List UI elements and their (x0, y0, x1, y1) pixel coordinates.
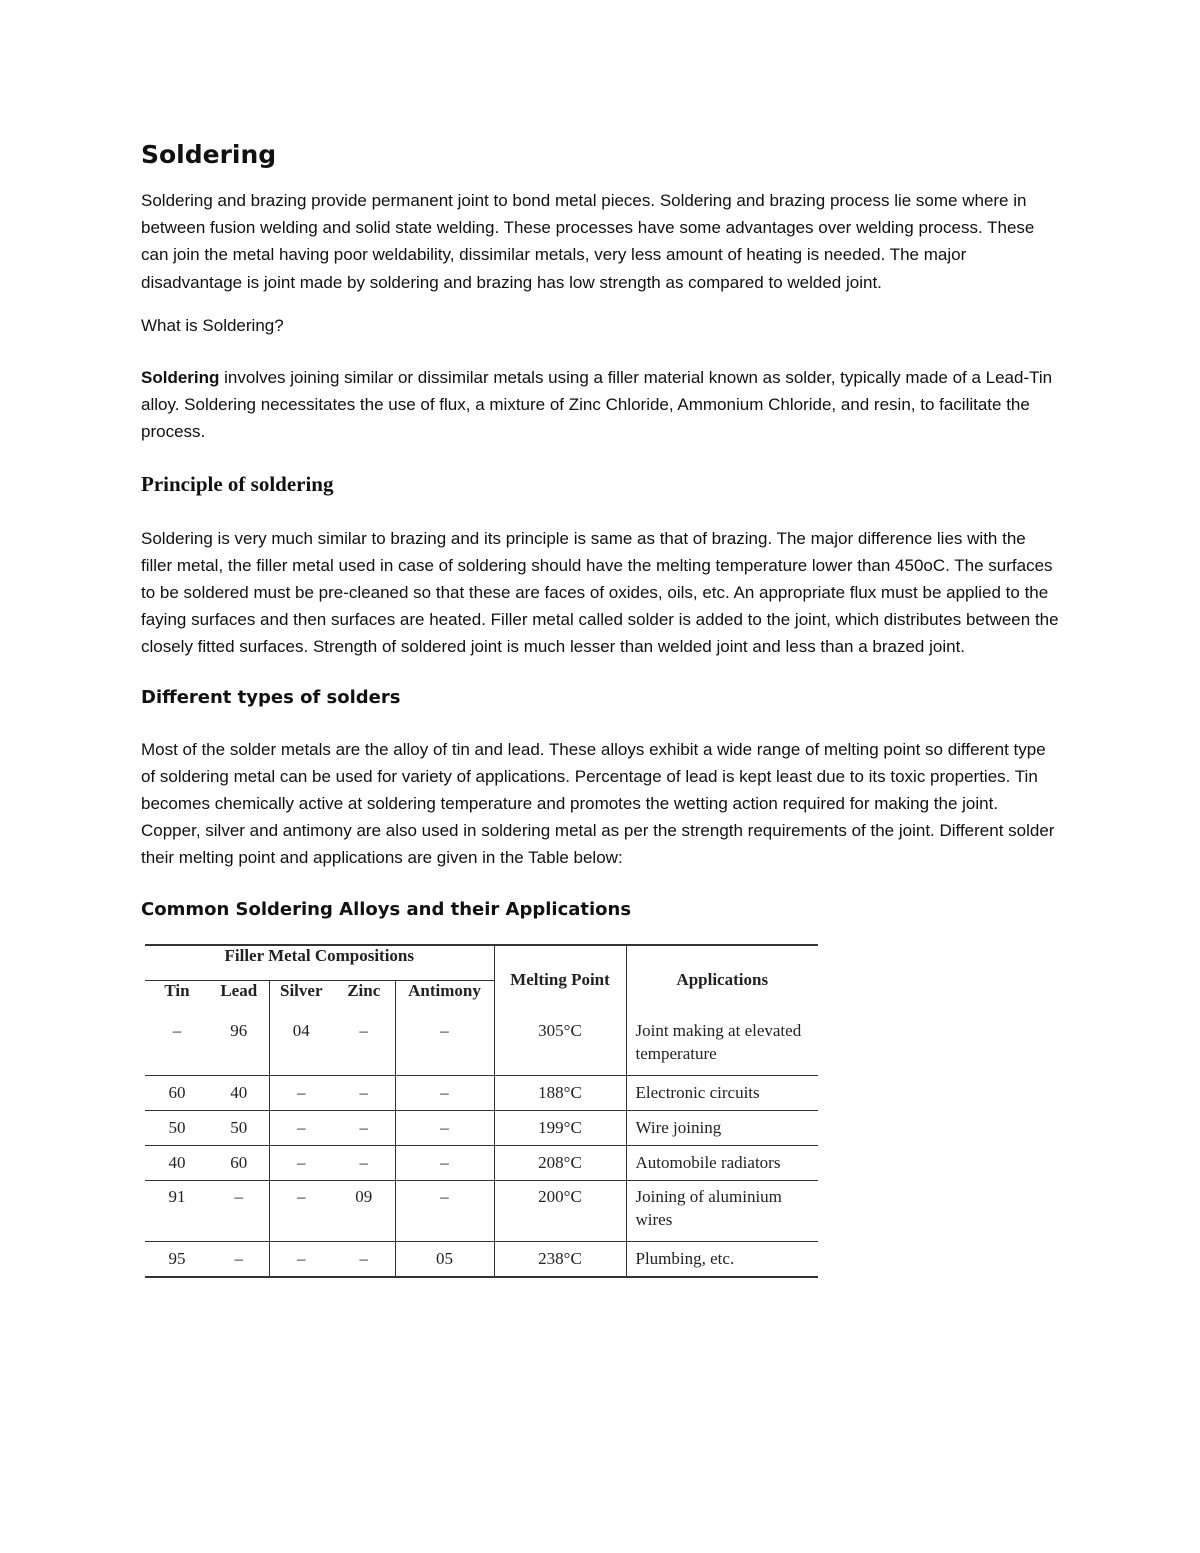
alloys-table (145, 944, 818, 1278)
cell-tin: 95 (145, 1241, 209, 1277)
cell-melting-point: 200°C (494, 1180, 626, 1241)
question-line: What is Soldering? (141, 315, 284, 335)
definition-paragraph (141, 364, 1061, 446)
header-silver: Silver (269, 980, 333, 1015)
cell-zinc: – (333, 1075, 395, 1110)
table-row (145, 1015, 818, 1076)
cell-silver: – (269, 1180, 333, 1241)
header-filler-metal-compositions: Filler Metal Compositions (145, 945, 494, 981)
solders-heading: Different types of solders (141, 686, 401, 708)
principle-paragraph: Soldering is very much similar to brazing and its principle is same as that of brazing. The major difference lies with the filler metal, the filler metal used in case of soldering should have the melting temperature lower than 450oC. The surfaces to be soldered must be pre-cleaned so that these are faces of oxides, oils, etc. An appropriate flux must be applied to the faying surfaces and then surfaces are heated. Filler metal called solder is added to the joint, which distributes between the closely fitted surfaces. Strength of soldered joint is much lesser than welded joint and less than a brazed joint. (141, 528, 1059, 657)
header-antimony: Antimony (395, 980, 494, 1015)
header-applications: Applications (626, 945, 818, 1015)
header-lead: Lead (220, 980, 258, 1000)
cell-tin: 60 (145, 1075, 209, 1110)
cell-lead: 96 (230, 1020, 248, 1040)
cell-tin: 91 (145, 1180, 209, 1241)
cell-tin: – (172, 1020, 182, 1040)
definition-text: involves joining similar or dissimilar metals using a filler material known as solder, typically made of a Lead-Tin alloy. Soldering necessitates the use of flux, a mixture of Zinc Chloride, Ammonium Chloride, and resin, to facilitate the process. (141, 368, 1053, 442)
cell-silver: – (269, 1110, 333, 1145)
cell-antimony: – (395, 1110, 494, 1145)
cell-lead: 40 (209, 1075, 269, 1110)
table-row (145, 1110, 818, 1145)
cell-lead: 50 (209, 1110, 269, 1145)
definition-term: Soldering (141, 368, 220, 388)
cell-lead: 60 (209, 1145, 269, 1180)
cell-application: Joining of aluminium wires (626, 1180, 818, 1241)
cell-zinc: – (359, 1020, 368, 1040)
cell-lead: – (209, 1241, 269, 1277)
solders-paragraph: Most of the solder metals are the alloy of tin and lead. These alloys exhibit a wide range of melting point so different type of soldering metal can be used for variety of applications. Percentage of lead is kept least due to its toxic properties. Tin becomes chemically active at soldering temperature and promotes the wetting action required for making the joint. Copper, silver and antimony are also used in soldering metal as per the strength requirements of the joint. Different solder their melting point and applications are given in the Table below: (141, 739, 1055, 868)
table-row (145, 1075, 818, 1110)
table-row (145, 1241, 818, 1277)
page-title: Soldering (141, 140, 277, 169)
intro-paragraph: Soldering and brazing provide permanent joint to bond metal pieces. Soldering and brazing process lie some where in between fusion welding and solid state welding. These processes have some advantages over welding process. These can join the metal having poor weldability, dissimilar metals, very less amount of heating is needed. The major disadvantage is joint made by soldering and brazing has low strength as compared to welded joint. (141, 191, 1035, 292)
header-zinc: Zinc (347, 980, 381, 1000)
cell-tin: 50 (145, 1110, 209, 1145)
header-melting-point: Melting Point (494, 945, 626, 1015)
cell-antimony: – (395, 1180, 494, 1241)
cell-application: Automobile radiators (626, 1145, 818, 1180)
cell-application: Electronic circuits (626, 1075, 818, 1110)
cell-zinc: – (333, 1241, 395, 1277)
table-heading: Common Soldering Alloys and their Applications (141, 898, 632, 920)
header-tin: Tin (164, 980, 190, 1000)
cell-melting-point: 305°C (494, 1015, 626, 1076)
cell-tin: 40 (145, 1145, 209, 1180)
cell-antimony: – (395, 1015, 494, 1076)
cell-application: Plumbing, etc. (626, 1241, 818, 1277)
cell-application: Joint making at elevated temperature (626, 1015, 818, 1076)
cell-antimony: 05 (395, 1241, 494, 1277)
cell-antimony: – (395, 1145, 494, 1180)
cell-application: Wire joining (626, 1110, 818, 1145)
cell-silver: – (269, 1145, 333, 1180)
cell-zinc: – (333, 1110, 395, 1145)
cell-silver: – (269, 1241, 333, 1277)
cell-melting-point: 199°C (494, 1110, 626, 1145)
document-page (141, 140, 1061, 1278)
cell-silver: – (269, 1075, 333, 1110)
cell-lead: – (209, 1180, 269, 1241)
cell-melting-point: 238°C (494, 1241, 626, 1277)
cell-melting-point: 208°C (494, 1145, 626, 1180)
table-row (145, 1180, 818, 1241)
cell-silver: 04 (269, 1015, 333, 1076)
principle-heading: Principle of soldering (141, 471, 334, 496)
cell-antimony: – (395, 1075, 494, 1110)
cell-melting-point: 188°C (494, 1075, 626, 1110)
cell-zinc: 09 (333, 1180, 395, 1241)
table-row (145, 1145, 818, 1180)
cell-zinc: – (333, 1145, 395, 1180)
